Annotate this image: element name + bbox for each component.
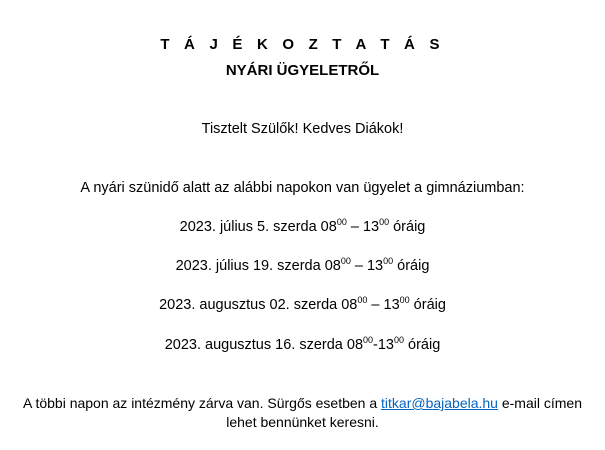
email-link[interactable]: titkar@bajabela.hu [381, 395, 498, 411]
start-minutes: 00 [357, 295, 368, 305]
footer-text: A többi napon az intézmény zárva van. Sürgős esetben a [23, 395, 382, 411]
duty-date-text: 2023. július 5. szerda 08 [179, 219, 337, 235]
intro-text: A nyári szünidő alatt az alábbi napokon van ügyelet a gimnáziumban: [80, 180, 525, 196]
duty-date-3 [0, 297, 605, 313]
time-suffix: óráig [409, 297, 446, 313]
duty-date-text: 2023. július 19. szerda 08 [175, 258, 341, 274]
footer-line-1 [0, 395, 605, 411]
greeting: Tisztelt Szülők! Kedves Diákok! [201, 121, 404, 137]
duty-date-2 [0, 258, 605, 274]
time-separator: – 13 [346, 219, 380, 235]
start-minutes: 00 [340, 256, 351, 266]
duty-date-text: 2023. augusztus 02. szerda 08 [159, 297, 358, 313]
end-minutes: 00 [383, 256, 394, 266]
time-suffix: óráig [404, 337, 441, 353]
duty-date-1 [0, 219, 605, 235]
time-separator: -13 [373, 337, 394, 353]
end-minutes: 00 [394, 335, 405, 345]
time-separator: – 13 [350, 258, 384, 274]
time-suffix: óráig [393, 258, 430, 274]
end-minutes: 00 [379, 217, 390, 227]
start-minutes: 00 [363, 335, 374, 345]
footer-text-after-link: e-mail címen [497, 395, 582, 411]
time-suffix: óráig [389, 219, 426, 235]
duty-date-text: 2023. augusztus 16. szerda 08 [164, 337, 364, 353]
time-separator: – 13 [367, 297, 400, 313]
title-line-2: NYÁRI ÜGYELETRŐL [225, 62, 380, 79]
end-minutes: 00 [399, 295, 410, 305]
duty-date-4 [0, 337, 605, 353]
start-minutes: 00 [336, 217, 347, 227]
footer-line-2: lehet bennünket keresni. [226, 414, 379, 430]
title-line-1: T Á J É K O Z T A T Á S [160, 36, 445, 53]
